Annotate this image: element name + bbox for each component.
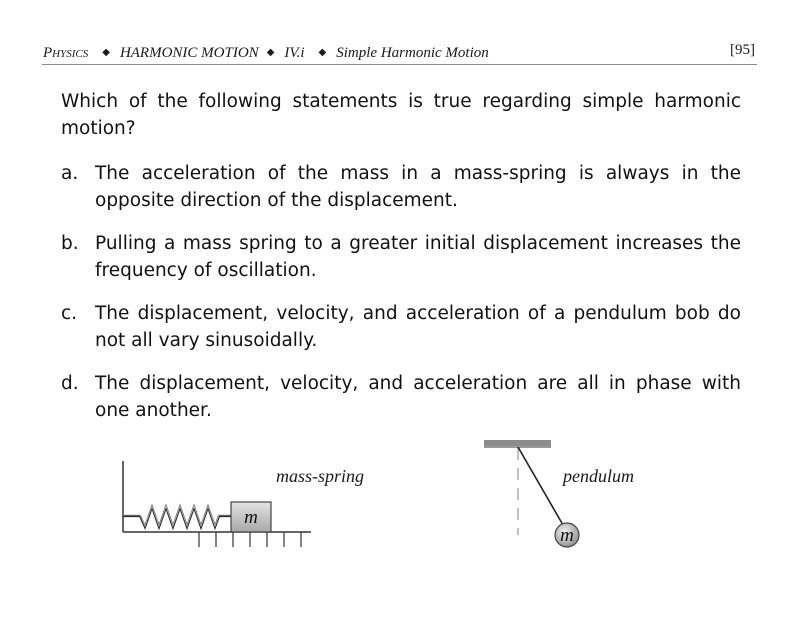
diamond-separator-icon: ◆ (266, 47, 275, 58)
mass-spring-label: mass-spring (276, 466, 365, 486)
diamond-separator-icon: ◆ (318, 47, 327, 58)
diamond-separator-icon: ◆ (102, 47, 110, 58)
breadcrumb-subtopic: Simple Harmonic Motion (336, 45, 489, 61)
pendulum-string (518, 447, 563, 525)
bob-mass-label: m (560, 525, 574, 546)
option-letter: b. (61, 233, 79, 254)
pendulum-ceiling (484, 440, 551, 446)
option-text: The displacement, velocity, and acceleration of a pendulum bob do not all vary sinusoidally. (95, 303, 741, 351)
breadcrumb-topic: HARMONIC MOTION (119, 45, 259, 61)
option-text: Pulling a mass spring to a greater initial displacement increases the frequency of oscillation. (95, 233, 741, 281)
option-letter: d. (61, 373, 79, 394)
breadcrumb-section: IV.i (284, 45, 305, 61)
option-text: The displacement, velocity, and acceleration are all in phase with one another. (95, 373, 741, 421)
question-text: Which of the following statements is true regarding simple harmonic motion? (61, 91, 741, 139)
breadcrumb-subject: Physics (43, 45, 89, 61)
page-number: [95] (730, 42, 755, 58)
mass-spring-diagram (123, 461, 364, 547)
option-text: The acceleration of the mass in a mass-spring is always in the opposite direction of the displacement. (95, 163, 741, 211)
option-letter: a. (61, 163, 79, 184)
option-letter: c. (61, 303, 78, 324)
pendulum-label: pendulum (563, 466, 634, 486)
spring-icon (123, 507, 231, 527)
floor-hatch-ticks (199, 532, 301, 547)
mass-label: m (244, 507, 258, 528)
pendulum-diagram (484, 440, 634, 547)
